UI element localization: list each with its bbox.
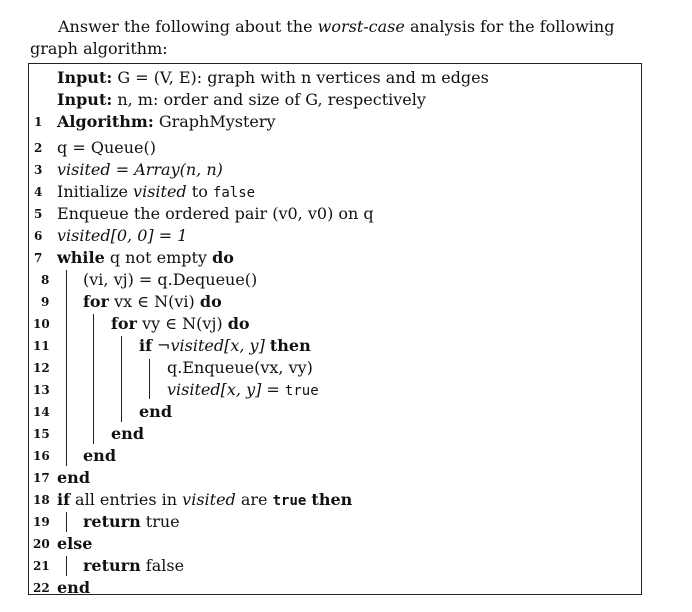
keyword: end (83, 446, 116, 465)
keyword: if (139, 336, 152, 355)
code-text: are (235, 490, 273, 509)
code-text: Enqueue the ordered pair (v0, v0) on q (57, 204, 374, 223)
while-block-bar (66, 270, 67, 466)
keyword: return (83, 512, 141, 531)
code-text: visited = Array(n, n) (57, 160, 223, 179)
code-text: q.Enqueue(vx, vy) (167, 358, 313, 377)
code-constant: true (284, 383, 319, 399)
code-text: false (140, 556, 185, 575)
line-number: 16 (33, 449, 50, 463)
keyword: for (83, 292, 109, 311)
code-text: = (261, 380, 285, 399)
for-vx-block-bar (93, 314, 94, 444)
line-number: 18 (33, 493, 50, 507)
line-number: 6 (34, 229, 43, 243)
for-vy-block-bar (121, 336, 122, 422)
code-text: all entries in (69, 490, 183, 509)
code-text: vx ∈ N(vi) (108, 292, 200, 311)
code-variable: visited (182, 490, 236, 509)
keyword: else (57, 534, 93, 553)
keyword: return (83, 556, 141, 575)
keyword: end (111, 424, 144, 443)
line-number: 1 (34, 115, 43, 129)
algorithm-box (28, 63, 642, 595)
keyword: do (199, 292, 222, 311)
line-number: 21 (33, 559, 50, 573)
code-text: ¬visited[x, y] (151, 336, 270, 355)
keyword: then (269, 336, 311, 355)
code-text: visited[0, 0] = 1 (57, 226, 188, 245)
question-suffix: analysis for the following graph algorithm: (30, 17, 615, 58)
question-text (30, 16, 660, 60)
code-text: true (140, 512, 180, 531)
keyword: for (111, 314, 137, 333)
line-number: 11 (33, 339, 50, 353)
line-number: 14 (33, 405, 50, 419)
input-description: n, m: order and size of G, respectively (117, 90, 426, 109)
input-keyword: Input: (57, 90, 113, 109)
line-number: 2 (34, 141, 43, 155)
line-number: 20 (33, 537, 50, 551)
line-number: 13 (33, 383, 50, 397)
input-description: G = (V, E): graph with n vertices and m edges (117, 68, 489, 87)
code-constant: true (272, 493, 307, 509)
keyword: end (57, 578, 90, 597)
else-block-bar (66, 556, 67, 576)
keyword: end (57, 468, 90, 487)
line-number: 3 (34, 163, 43, 177)
code-constant: false (212, 185, 256, 201)
keyword: do (227, 314, 250, 333)
line-number: 9 (41, 295, 50, 309)
code-text: (vi, vj) = q.Dequeue() (83, 270, 258, 289)
code-text: to (186, 182, 213, 201)
code-text: q not empty (104, 248, 213, 267)
keyword: end (139, 402, 172, 421)
keyword: do (212, 248, 234, 267)
then-block-bar (66, 512, 67, 532)
line-number: 15 (33, 427, 50, 441)
keyword: if (57, 490, 70, 509)
if-block-bar (149, 359, 150, 399)
algorithm-keyword: Algorithm: (57, 112, 154, 131)
keyword: while (57, 248, 105, 267)
code-variable: visited (133, 182, 187, 201)
code-text: q = Queue() (57, 138, 156, 157)
line-number: 12 (33, 361, 50, 375)
line-number: 5 (34, 207, 43, 221)
code-text: vy ∈ N(vj) (136, 314, 228, 333)
keyword: then (311, 490, 353, 509)
question-emphasis: worst-case (317, 17, 405, 36)
code-text: Initialize (57, 182, 134, 201)
code-variable: visited[x, y] (167, 380, 262, 399)
line-number: 19 (33, 515, 50, 529)
line-number: 4 (34, 185, 43, 199)
line-number: 17 (33, 471, 50, 485)
input-keyword: Input: (57, 68, 113, 87)
line-number: 22 (33, 581, 50, 595)
line-number: 7 (34, 251, 43, 265)
algorithm-name: GraphMystery (158, 112, 276, 131)
line-number: 10 (33, 317, 50, 331)
line-number: 8 (41, 273, 50, 287)
question-prefix: Answer the following about the (58, 17, 318, 36)
